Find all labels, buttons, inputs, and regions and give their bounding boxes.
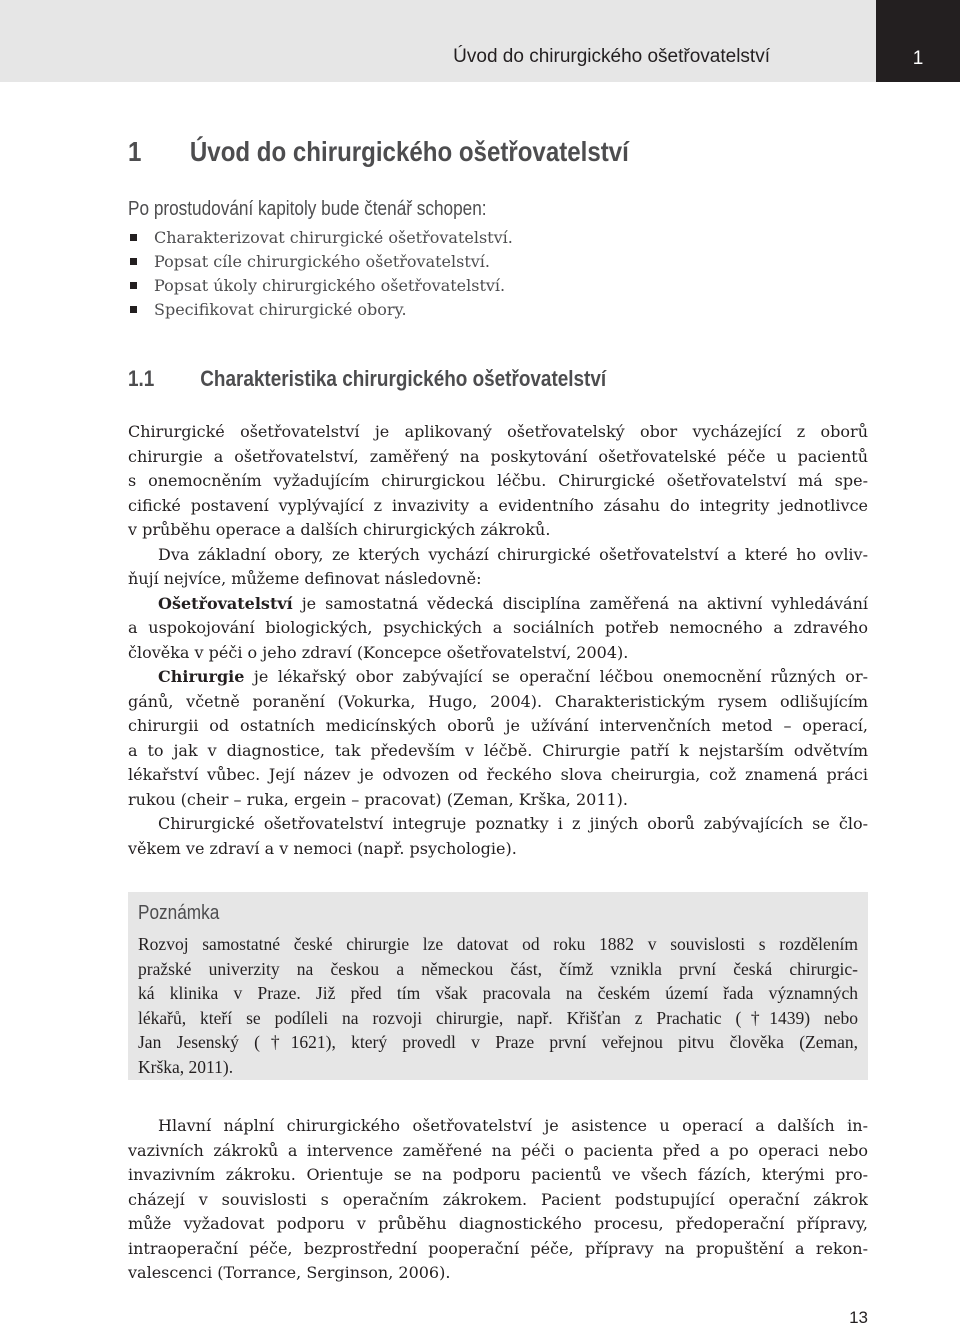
section-title: Charakteristika chirurgického ošetřovatelství (200, 366, 607, 391)
list-item: Charakterizovat chirurgické ošetřovatelství. (128, 226, 513, 250)
bullet-square-icon (130, 258, 137, 265)
note-box (128, 892, 868, 1080)
list-item: Popsat úkoly chirurgického ošetřovatelství. (128, 274, 513, 298)
paragraph-main-role: Hlavní náplní chirurgického ošetřovatelství je asistence u operací a dalších in- vazivních zákroků a intervence zaměřené na péči o pacienta před a po operaci nebo invazivním zákroku. Orientuje se na podporu pacientů ve všech fázích, kterými pro- cházejí v souvislosti s operačním zákrokem. Pacient podstupující operační zákrok může vyžadovat podporu v průběhu diagnostického procesu, předoperační přípravy, intraoperační péče, bezprostřední pooperační péče, přípravy na propuštění a rekon- valescenci (Torrance, Serginson, 2006). (128, 1116, 868, 1282)
note-body: Rozvoj samostatné české chirurgie lze datovat od roku 1882 v souvislosti s rozdělením pražské univerzity na českou a německou část, čímž vznikla první česká chirurgic- ká klinika v Praze. Již před tím však pracovala na českém území řada významných lékařů, kteří se podíleli na rozvoji chirurgie, např. Křišťan z Prachatic (†1439) nebo Jan Jesenský (†1621), který provedl v Praze první veřejnou pitvu člověka (Zeman, Krška, 2011). (138, 934, 858, 1077)
bullet-square-icon (130, 234, 137, 241)
bullet-square-icon (130, 306, 137, 313)
objectives-intro: Po prostudování kapitoly bude čtenář schopen: (128, 198, 487, 220)
chapter-title: Úvod do chirurgického ošetřovatelství (189, 136, 629, 167)
paragraph-definition: Chirurgické ošetřovatelství je aplikovaný ošetřovatelský obor vycházející z oborů chirurgie a ošetřovatelství, zaměřený na poskytování ošetřovatelské péče u pacientů s onemocněním vyžadujícím chirurgickou léčbu. Chirurgické ošetřovatelství má spe- cifické postavení vyplývající z invazivity a evidentního zásahu do integrity jednotlivce v průběhu operace a dalších chirurgických zákroků. Dva základní obory, ze kterých vychází chirurgické ošetřovatelství a které ho ovliv- ňují nejvíce, můžeme definovat následovně: Ošetřovatelství je samostatná vědecká disciplína zaměřená na aktivní vyhledávání a uspokojování biologických, psychických a sociálních potřeb nemocného a zdravého člověka v péči o jeho zdraví (Koncepce ošetřovatelství, 2004). Chirurgie je lékařský obor zabývající se operační léčbou onemocnění různých or- gánů, včetně poranění (Vokurka, Hugo, 2004). Charakteristickým rysem odlišujícím chirurgii od ostatních medicínských oborů je užívání intervenčních metod – operací, a to jak v diagnostice, tak především v léčbě. Chirurgie patří k nejstarším odvětvím lékařství vůbec. Její název je odvozen od řeckého slova cheirurgia, což znamená práci rukou (cheir – ruka, ergein – pracovat) (Zeman, Krška, 2011). Chirurgické ošetřovatelství integruje poznatky i z jiných oborů zabývajících se člo- věkem ve zdraví a v nemoci (např. psychologie). (128, 422, 868, 858)
running-header (0, 0, 876, 82)
note-title: Poznámka (138, 902, 220, 924)
bullet-square-icon (130, 282, 137, 289)
chapter-tab: 1 (876, 0, 960, 82)
list-item: Specifikovat chirurgické obory. (128, 298, 513, 322)
chapter-number: 1 (128, 136, 142, 167)
definition-nursing: Ošetřovatelství je samostatná vědecká disciplína zaměřená na aktivní vyhledávání (158, 593, 868, 613)
list-item: Popsat cíle chirurgického ošetřovatelství. (128, 250, 513, 274)
objectives-list (128, 226, 513, 322)
definition-surgery: Chirurgie je lékařský obor zabývající se operační léčbou onemocnění různých or- (158, 667, 868, 686)
running-title: Úvod do chirurgického ošetřovatelství (453, 46, 770, 67)
chapter-heading (128, 136, 629, 168)
section-number: 1.1 (128, 366, 155, 391)
page-number: 13 (849, 1308, 868, 1327)
section-heading (128, 366, 606, 392)
